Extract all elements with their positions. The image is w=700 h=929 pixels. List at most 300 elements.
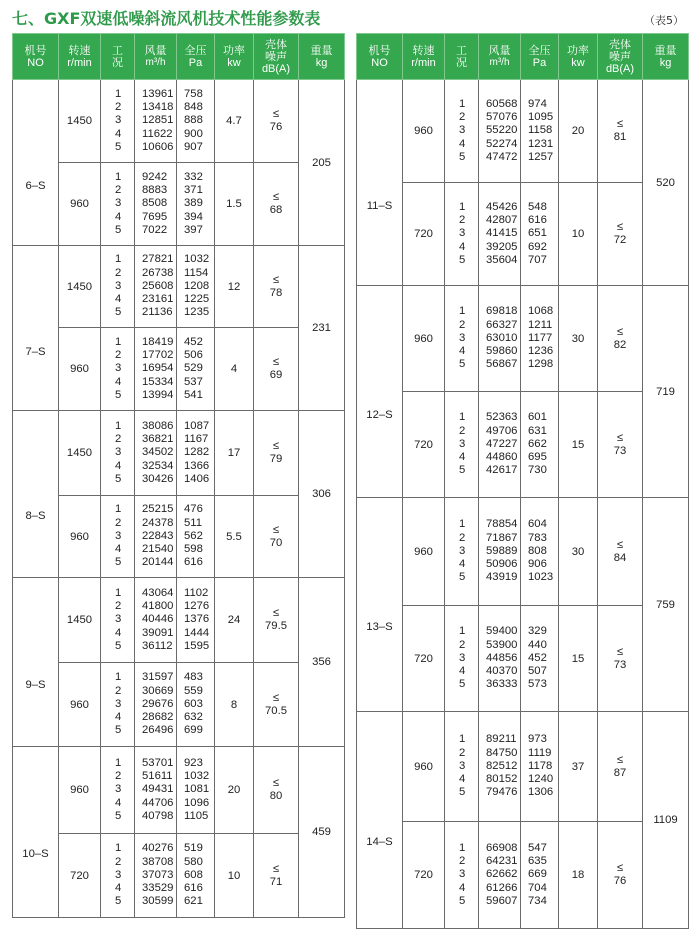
- noise-cell: [598, 286, 643, 392]
- flow-value: 78854: [486, 518, 518, 531]
- condition-value: 5: [115, 140, 122, 153]
- condition-value: 2: [459, 111, 466, 124]
- pressure-value: 616: [184, 882, 203, 895]
- model-no-cell: 9–S: [13, 578, 59, 747]
- pressure-value: 1119: [528, 746, 552, 759]
- condition-value: 4: [115, 711, 122, 724]
- pressure-cell: [521, 606, 559, 712]
- weight-cell: 1109: [643, 712, 689, 929]
- pressure-value: 452: [184, 335, 203, 348]
- speed-row: [357, 822, 689, 929]
- noise-cell: [254, 80, 299, 163]
- flow-cell: [135, 834, 177, 918]
- le-symbol: ≤: [272, 440, 280, 452]
- flow-value: 9242: [142, 170, 168, 183]
- header-text: 转速: [68, 44, 91, 57]
- speed-row: [13, 246, 345, 328]
- pressure-value: 548: [528, 200, 547, 213]
- condition-value: 4: [115, 459, 122, 472]
- right-table-body: [357, 80, 689, 929]
- table-tag: （表5）: [644, 14, 684, 27]
- le-symbol: ≤: [272, 607, 280, 619]
- condition-value: 1: [115, 503, 122, 516]
- condition-value: 2: [115, 266, 122, 279]
- power-cell: 37: [559, 712, 598, 822]
- noise-cell: [254, 834, 299, 918]
- pressure-value: 1276: [184, 600, 210, 613]
- power-cell: 1.5: [215, 163, 254, 246]
- header-text: 重量: [310, 44, 333, 57]
- le-symbol: ≤: [272, 777, 280, 789]
- rpm-cell: 720: [403, 822, 445, 929]
- flow-value: 47227: [486, 437, 518, 450]
- condition-value: 5: [115, 724, 122, 737]
- condition-value: 3: [459, 868, 466, 881]
- pressure-value: 1235: [184, 306, 210, 319]
- pressure-value: 888: [184, 114, 203, 127]
- noise-cell: [598, 822, 643, 929]
- header-text: 况: [112, 56, 123, 69]
- flow-value: 50906: [486, 558, 518, 571]
- le-symbol: ≤: [272, 108, 280, 120]
- header-text: NO: [371, 56, 388, 69]
- flow-value: 40798: [142, 809, 174, 822]
- weight-cell: 520: [643, 80, 689, 286]
- condition-cell: [445, 286, 479, 392]
- header-cell: [215, 34, 254, 80]
- le-symbol: ≤: [616, 118, 624, 130]
- pressure-value: 632: [184, 711, 203, 724]
- flow-value: 40370: [486, 665, 518, 678]
- pressure-value: 1096: [184, 796, 210, 809]
- flow-value: 23161: [142, 293, 174, 306]
- flow-value: 25215: [142, 503, 174, 516]
- condition-cell: [101, 411, 135, 496]
- condition-value: 1: [115, 335, 122, 348]
- condition-value: 4: [115, 796, 122, 809]
- weight-cell: 231: [299, 246, 345, 411]
- power-cell: 5.5: [215, 496, 254, 578]
- header-row: [13, 34, 345, 80]
- rpm-cell: 960: [59, 663, 101, 747]
- flow-cell: [135, 328, 177, 411]
- flow-value: 7022: [142, 223, 168, 236]
- flow-value: 35604: [486, 253, 518, 266]
- pressure-value: 1211: [528, 318, 553, 331]
- pressure-value: 707: [528, 253, 547, 266]
- weight-cell: 306: [299, 411, 345, 578]
- flow-value: 7695: [142, 210, 168, 223]
- power-cell: 15: [559, 606, 598, 712]
- flow-value: 59860: [486, 345, 518, 358]
- noise-value: 73: [613, 444, 627, 457]
- condition-value: 1: [115, 87, 122, 100]
- power-cell: 20: [559, 80, 598, 183]
- condition-cell: [445, 498, 479, 606]
- le-symbol: ≤: [616, 645, 624, 658]
- flow-value: 43919: [486, 571, 518, 584]
- power-cell: 4: [215, 328, 254, 411]
- header-cell: [135, 34, 177, 80]
- pressure-cell: [521, 80, 559, 183]
- flow-value: 49431: [142, 783, 174, 796]
- right-header-row: [357, 34, 689, 80]
- noise-cell: [254, 163, 299, 246]
- condition-value: 5: [115, 809, 122, 822]
- header-text: 功率: [567, 44, 589, 57]
- condition-value: 4: [459, 665, 466, 678]
- speed-row: [13, 163, 345, 246]
- noise-value: 79.5: [265, 620, 287, 632]
- header-cell: [445, 34, 479, 80]
- flow-value: 59607: [486, 894, 518, 907]
- pressure-value: 758: [184, 87, 203, 100]
- noise-cell: [254, 496, 299, 578]
- header-text: kw: [571, 56, 585, 69]
- noise-cell: [598, 498, 643, 606]
- rpm-cell: 720: [403, 392, 445, 498]
- flow-cell: [479, 606, 521, 712]
- pressure-value: 1068: [528, 305, 554, 318]
- speed-row: [357, 498, 689, 606]
- condition-value: 5: [459, 786, 466, 799]
- noise-value: 72: [613, 234, 627, 246]
- pressure-value: 1376: [184, 613, 210, 626]
- condition-value: 2: [115, 101, 122, 114]
- condition-value: 5: [115, 306, 122, 319]
- le-symbol: ≤: [272, 356, 280, 368]
- header-text: 工: [456, 44, 467, 57]
- pressure-value: 1095: [528, 111, 554, 124]
- le-symbol: ≤: [616, 862, 624, 874]
- flow-value: 17702: [142, 349, 174, 362]
- pressure-value: 580: [184, 855, 203, 868]
- condition-value: 1: [115, 419, 122, 432]
- weight-cell: 459: [299, 747, 345, 918]
- condition-cell: [445, 80, 479, 183]
- le-symbol: ≤: [616, 753, 624, 766]
- condition-value: 3: [115, 868, 122, 881]
- flow-value: 82512: [486, 759, 518, 772]
- condition-value: 2: [115, 516, 122, 529]
- model-no-cell: 7–S: [13, 246, 59, 411]
- condition-value: 3: [115, 697, 122, 710]
- flow-value: 25608: [142, 279, 174, 292]
- noise-value: 87: [613, 766, 627, 779]
- flow-value: 89211: [486, 733, 517, 746]
- pressure-value: 541: [184, 388, 203, 401]
- header-cell: [479, 34, 521, 80]
- pressure-value: 695: [528, 451, 547, 464]
- condition-value: 2: [115, 855, 122, 868]
- flow-cell: [135, 663, 177, 747]
- pressure-cell: [177, 747, 215, 834]
- flow-value: 13961: [142, 87, 174, 100]
- noise-value: 70: [269, 536, 283, 549]
- flow-cell: [135, 578, 177, 663]
- flow-value: 30669: [142, 684, 174, 697]
- pressure-value: 1444: [184, 626, 210, 639]
- pressure-value: 635: [528, 855, 547, 868]
- flow-value: 43064: [142, 586, 174, 599]
- speed-row: [13, 496, 345, 578]
- rpm-cell: 960: [403, 286, 445, 392]
- flow-value: 53701: [142, 756, 174, 769]
- condition-cell: [445, 712, 479, 822]
- rpm-cell: 720: [403, 183, 445, 286]
- flow-value: 12851: [142, 114, 174, 127]
- condition-value: 4: [115, 626, 122, 639]
- pressure-value: 973: [528, 733, 547, 746]
- flow-cell: [479, 822, 521, 929]
- header-text: 机号: [368, 44, 391, 57]
- pressure-value: 559: [184, 684, 203, 697]
- speed-row: [13, 80, 345, 163]
- condition-value: 1: [459, 411, 466, 424]
- pressure-value: 507: [528, 665, 547, 678]
- condition-value: 4: [115, 882, 122, 895]
- speed-row: [357, 392, 689, 498]
- pressure-value: 923: [184, 756, 203, 769]
- condition-value: 2: [459, 318, 466, 331]
- flow-value: 59400: [486, 625, 518, 638]
- pressure-value: 519: [184, 842, 203, 855]
- flow-cell: [479, 183, 521, 286]
- condition-value: 5: [115, 223, 122, 236]
- pressure-value: 1032: [184, 770, 210, 783]
- condition-value: 1: [459, 305, 466, 318]
- pressure-value: 1177: [528, 331, 553, 344]
- flow-value: 63010: [486, 331, 518, 344]
- pressure-value: 537: [184, 375, 203, 388]
- noise-cell: [598, 183, 643, 286]
- pressure-value: 1282: [184, 446, 210, 459]
- noise-value: 80: [269, 790, 283, 802]
- pressure-value: 440: [528, 638, 547, 651]
- pressure-value: 734: [528, 894, 547, 907]
- header-text: m³/h: [489, 56, 510, 68]
- condition-value: 3: [115, 529, 122, 542]
- pressure-value: 1236: [528, 345, 554, 358]
- flow-value: 55220: [486, 124, 518, 137]
- pressure-value: 1167: [184, 433, 209, 446]
- condition-value: 2: [459, 424, 466, 437]
- pressure-value: 332: [184, 170, 203, 183]
- le-symbol: ≤: [616, 221, 624, 233]
- condition-value: 2: [115, 770, 122, 783]
- condition-cell: [445, 392, 479, 498]
- header-text: 全压: [184, 44, 207, 57]
- pressure-cell: [521, 183, 559, 286]
- right-spec-table: [356, 33, 689, 929]
- noise-cell: [254, 578, 299, 663]
- flow-value: 41415: [486, 227, 518, 240]
- power-cell: 4.7: [215, 80, 254, 163]
- flow-cell: [479, 286, 521, 392]
- condition-value: 1: [115, 842, 122, 855]
- pressure-value: 1406: [184, 472, 210, 485]
- le-symbol: ≤: [616, 325, 624, 338]
- header-text: 风量: [488, 44, 511, 57]
- condition-value: 3: [115, 362, 122, 375]
- header-text: m³/h: [145, 56, 166, 68]
- flow-value: 26738: [142, 266, 174, 279]
- condition-value: 1: [115, 586, 122, 599]
- flow-value: 8883: [142, 184, 168, 197]
- header-text: kw: [227, 56, 241, 69]
- power-cell: 10: [215, 834, 254, 918]
- flow-value: 38708: [142, 855, 174, 868]
- condition-value: 3: [459, 331, 466, 344]
- weight-cell: 205: [299, 80, 345, 246]
- condition-cell: [101, 663, 135, 747]
- header-text: 功率: [223, 44, 245, 57]
- flow-value: 37073: [142, 868, 174, 881]
- noise-value: 76: [613, 875, 627, 887]
- flow-value: 52274: [486, 137, 518, 150]
- le-symbol: ≤: [616, 431, 624, 444]
- flow-value: 36333: [486, 678, 518, 691]
- model-no-cell: 6–S: [13, 80, 59, 246]
- condition-value: 5: [115, 639, 122, 652]
- speed-row: [13, 328, 345, 411]
- pressure-cell: [177, 163, 215, 246]
- header-text: r/min: [67, 56, 92, 69]
- pressure-value: 1298: [528, 358, 554, 371]
- model-no-cell: 14–S: [357, 712, 403, 929]
- model-no-cell: 13–S: [357, 498, 403, 712]
- condition-cell: [101, 246, 135, 328]
- pressure-value: 608: [184, 868, 203, 881]
- rpm-cell: 960: [59, 747, 101, 834]
- flow-value: 28682: [142, 711, 174, 724]
- noise-cell: [598, 606, 643, 712]
- pressure-value: 1102: [184, 586, 209, 599]
- header-text: 壳体: [609, 38, 631, 51]
- condition-value: 5: [459, 894, 466, 907]
- condition-value: 2: [459, 638, 466, 651]
- header-text: 噪声: [265, 50, 287, 63]
- flow-value: 69818: [486, 305, 518, 318]
- condition-value: 1: [115, 756, 122, 769]
- pressure-cell: [177, 578, 215, 663]
- left-header-row: [13, 34, 345, 80]
- header-text: Pa: [188, 56, 203, 69]
- pressure-value: 476: [184, 503, 203, 516]
- condition-value: 3: [115, 446, 122, 459]
- header-cell: [559, 34, 598, 80]
- flow-value: 16954: [142, 362, 174, 375]
- pressure-value: 906: [528, 558, 547, 571]
- condition-value: 2: [459, 531, 466, 544]
- rpm-cell: 720: [403, 606, 445, 712]
- condition-cell: [101, 578, 135, 663]
- condition-value: 3: [459, 759, 466, 772]
- flow-value: 11622: [142, 127, 173, 140]
- condition-value: 3: [459, 651, 466, 664]
- flow-value: 60568: [486, 97, 518, 110]
- condition-value: 5: [459, 253, 466, 266]
- power-cell: 17: [215, 411, 254, 496]
- le-symbol: ≤: [272, 191, 280, 203]
- pressure-value: 631: [528, 424, 547, 437]
- condition-value: 4: [115, 210, 122, 223]
- pressure-value: 397: [184, 223, 203, 236]
- condition-value: 2: [115, 600, 122, 613]
- noise-cell: [254, 663, 299, 747]
- header-cell: [254, 34, 299, 80]
- condition-cell: [101, 328, 135, 411]
- condition-cell: [101, 747, 135, 834]
- condition-value: 3: [115, 114, 122, 127]
- flow-value: 8508: [142, 197, 168, 210]
- condition-cell: [101, 80, 135, 163]
- flow-value: 33529: [142, 882, 174, 895]
- pressure-value: 1023: [528, 571, 554, 584]
- flow-value: 51611: [142, 770, 173, 783]
- flow-cell: [479, 80, 521, 183]
- page-title: 七、GXF双速低噪斜流风机技术性能参数表: [12, 9, 321, 28]
- speed-row: [357, 606, 689, 712]
- condition-cell: [445, 183, 479, 286]
- flow-value: 29676: [142, 697, 174, 710]
- noise-value: 73: [613, 658, 627, 671]
- pressure-value: 562: [184, 529, 203, 542]
- pressure-cell: [177, 411, 215, 496]
- pressure-value: 1231: [528, 137, 554, 150]
- condition-cell: [445, 606, 479, 712]
- header-text: kg: [315, 56, 328, 69]
- pressure-value: 1032: [184, 253, 210, 266]
- pressure-cell: [521, 286, 559, 392]
- condition-value: 2: [459, 855, 466, 868]
- pressure-value: 603: [184, 697, 203, 710]
- pressure-value: 974: [528, 97, 547, 110]
- flow-value: 57076: [486, 111, 518, 124]
- condition-value: 3: [459, 227, 466, 240]
- model-no-cell: 8–S: [13, 411, 59, 578]
- flow-value: 44860: [486, 451, 518, 464]
- condition-value: 1: [459, 733, 466, 746]
- noise-cell: [254, 411, 299, 496]
- rpm-cell: 960: [59, 496, 101, 578]
- flow-value: 15334: [142, 375, 174, 388]
- header-cell: [177, 34, 215, 80]
- pressure-value: 394: [184, 210, 203, 223]
- condition-value: 3: [115, 613, 122, 626]
- pressure-value: 1081: [184, 783, 210, 796]
- condition-cell: [101, 834, 135, 918]
- flow-value: 41800: [142, 600, 174, 613]
- le-symbol: ≤: [272, 691, 280, 704]
- pressure-value: 547: [528, 841, 547, 854]
- header-text: 噪声: [609, 50, 631, 63]
- noise-value: 69: [269, 369, 283, 381]
- pressure-value: 1257: [528, 150, 554, 163]
- flow-value: 61266: [486, 881, 518, 894]
- flow-value: 24378: [142, 516, 174, 529]
- pressure-value: 573: [528, 678, 547, 691]
- condition-value: 5: [115, 895, 122, 908]
- pressure-value: 604: [528, 518, 547, 531]
- condition-value: 2: [115, 184, 122, 197]
- flow-value: 53900: [486, 638, 518, 651]
- pressure-value: 651: [528, 227, 547, 240]
- rpm-cell: 1450: [59, 80, 101, 163]
- left-spec-table: [12, 33, 345, 918]
- pressure-value: 1306: [528, 786, 554, 799]
- power-cell: 10: [559, 183, 598, 286]
